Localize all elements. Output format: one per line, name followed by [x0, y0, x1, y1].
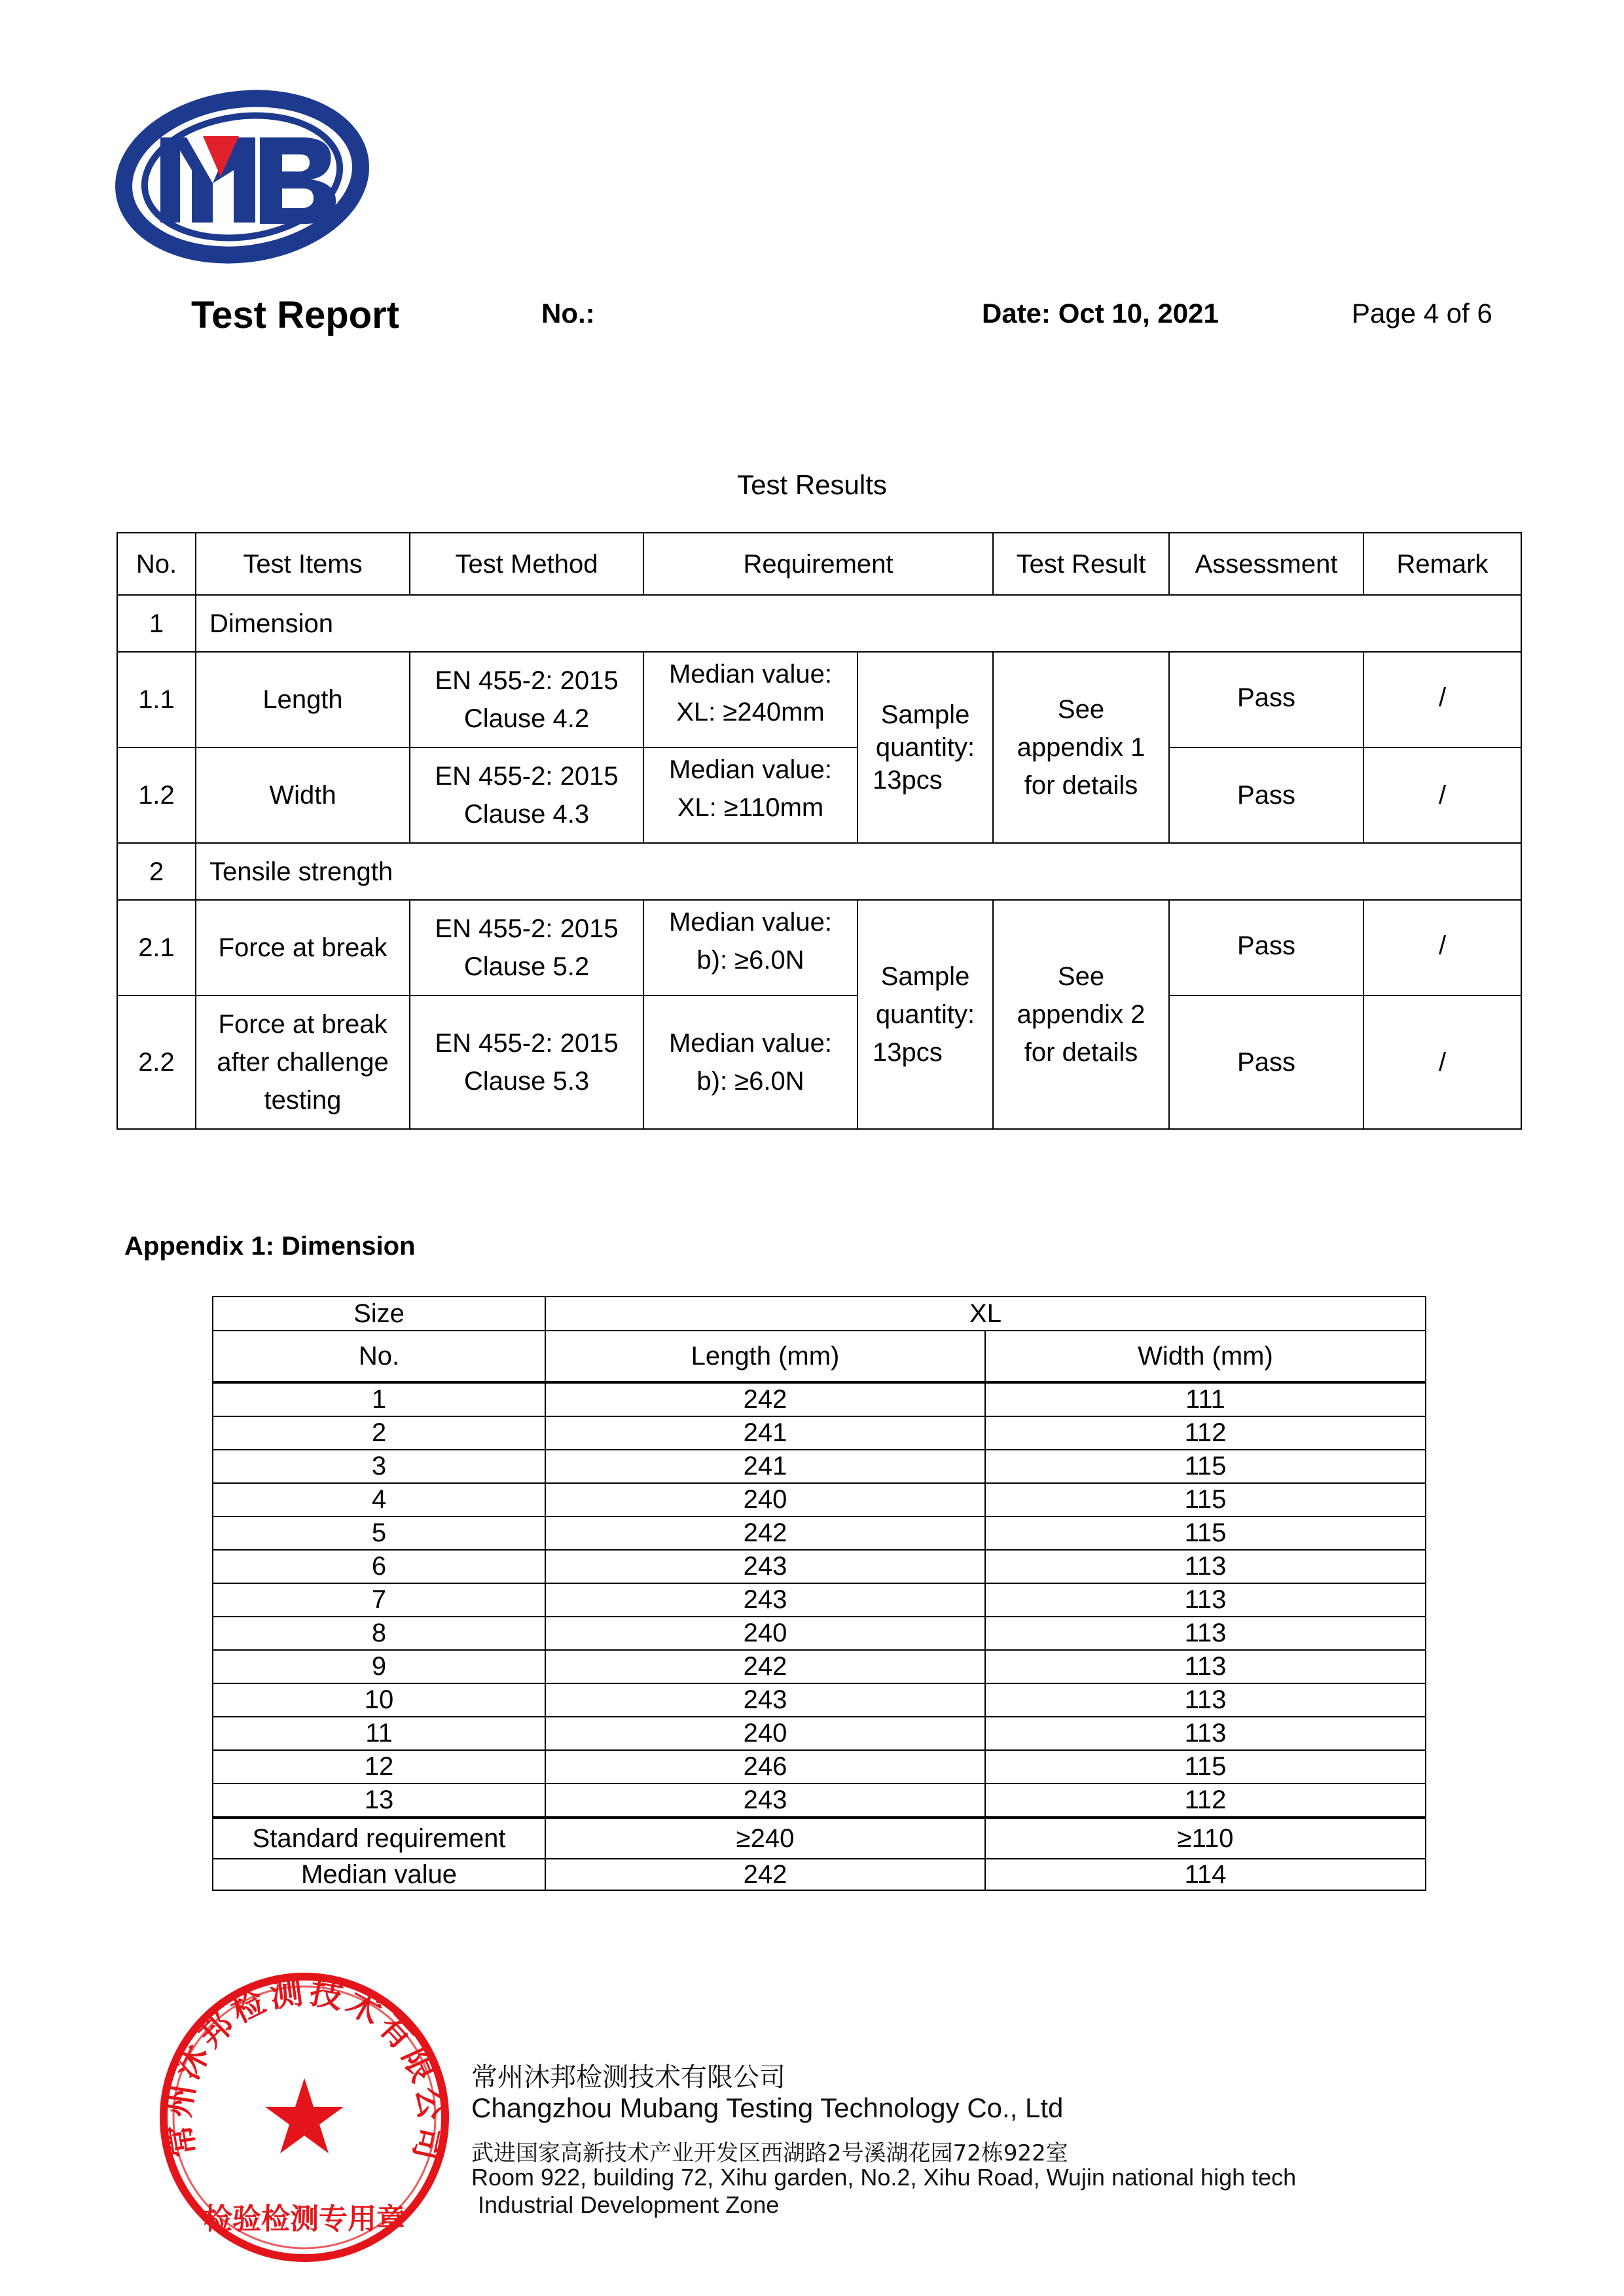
col-header-assessment: Assessment [1169, 533, 1363, 595]
company-name-cn: 常州沐邦检测技术有限公司 [471, 2062, 785, 2092]
row-requirement: Median value: XL: ≥110mm [643, 747, 857, 843]
section-label: Dimension [196, 595, 1521, 652]
cell-no: 13 [213, 1784, 545, 1818]
row-item: Width [196, 747, 410, 843]
cell-width: 115 [985, 1750, 1426, 1784]
row-method: EN 455-2: 2015 Clause 4.3 [410, 747, 643, 843]
address-en-line1: Room 922, building 72, Xihu garden, No.2, Xihu Road, Wujin national high tech [471, 2164, 1297, 2191]
table-row [213, 1550, 1426, 1583]
row-item: Length [196, 652, 410, 747]
table-row [213, 1382, 1426, 1416]
appendix-dimension-table [212, 1296, 1426, 1891]
row-no: 1.2 [117, 747, 196, 843]
cell-no: 3 [213, 1450, 545, 1483]
cell-no: 9 [213, 1650, 545, 1683]
row-no: 2.2 [117, 996, 196, 1129]
row-item: Force at break after challenge testing [196, 996, 410, 1129]
table-row [213, 1416, 1426, 1450]
cell-width: 113 [985, 1717, 1426, 1750]
col-header-width: Width (mm) [985, 1331, 1426, 1382]
company-logo [115, 85, 370, 268]
cell-length: 246 [545, 1750, 985, 1784]
address-en-line2: Industrial Development Zone [478, 2191, 780, 2218]
cell-width: 111 [985, 1382, 1426, 1416]
report-number-label: No.: [541, 298, 595, 329]
cell-no: 12 [213, 1750, 545, 1784]
cell-no: 2 [213, 1416, 545, 1450]
row-method: EN 455-2: 2015 Clause 4.2 [410, 652, 643, 747]
cell-no: 4 [213, 1483, 545, 1516]
table-row [213, 1784, 1426, 1818]
section-row [117, 843, 1521, 900]
col-header-requirement: Requirement [643, 533, 993, 595]
table-row [213, 1650, 1426, 1683]
cell-length: 240 [545, 1717, 985, 1750]
col-header-test-result: Test Result [993, 533, 1169, 595]
size-label: Size [213, 1297, 545, 1331]
section-label: Tensile strength [196, 843, 1521, 900]
size-row [213, 1297, 1426, 1331]
sample-quantity: Sample quantity: 13pcs [857, 900, 993, 1129]
cell-width: 115 [985, 1483, 1426, 1516]
median-width: 114 [985, 1859, 1426, 1890]
cell-length: 242 [545, 1650, 985, 1683]
row-assessment: Pass [1169, 900, 1363, 996]
col-header-no: No. [117, 533, 196, 595]
cell-length: 243 [545, 1583, 985, 1617]
company-name-en: Changzhou Mubang Testing Technology Co., Ltd [471, 2092, 1064, 2123]
appendix-header-row [213, 1331, 1426, 1382]
row-requirement: Median value: b): ≥6.0N [643, 900, 857, 996]
row-no: 2.1 [117, 900, 196, 996]
row-requirement: Median value: XL: ≥240mm [643, 652, 857, 747]
sample-quantity: Sample quantity: 13pcs [857, 652, 993, 843]
cell-length: 240 [545, 1617, 985, 1650]
median-length: 242 [545, 1859, 985, 1890]
svg-text:检验检测专用章: 检验检测专用章 [204, 2202, 405, 2236]
standard-width: ≥110 [985, 1818, 1426, 1859]
table-row [117, 900, 1521, 996]
cell-length: 241 [545, 1450, 985, 1483]
cell-width: 112 [985, 1416, 1426, 1450]
table-row [213, 1450, 1426, 1483]
cell-no: 11 [213, 1717, 545, 1750]
row-assessment: Pass [1169, 747, 1363, 843]
cell-no: 1 [213, 1382, 545, 1416]
cell-length: 243 [545, 1683, 985, 1717]
col-header-test-method: Test Method [410, 533, 643, 595]
size-value: XL [545, 1297, 1426, 1331]
median-row [213, 1859, 1426, 1890]
report-date: Date: Oct 10, 2021 [982, 298, 1219, 329]
standard-label: Standard requirement [213, 1818, 545, 1859]
test-results-table [117, 532, 1522, 1130]
row-remark: / [1363, 652, 1521, 747]
row-assessment: Pass [1169, 652, 1363, 747]
test-result-ref: See appendix 2 for details [993, 900, 1169, 1129]
cell-width: 115 [985, 1450, 1426, 1483]
table-row [213, 1750, 1426, 1784]
cell-no: 10 [213, 1683, 545, 1717]
standard-length: ≥240 [545, 1818, 985, 1859]
cell-length: 240 [545, 1483, 985, 1516]
standard-row [213, 1818, 1426, 1859]
row-remark: / [1363, 900, 1521, 996]
cell-length: 243 [545, 1784, 985, 1818]
cell-length: 243 [545, 1550, 985, 1583]
table-row [213, 1717, 1426, 1750]
table-header-row [117, 533, 1521, 595]
cell-length: 241 [545, 1416, 985, 1450]
cell-width: 113 [985, 1550, 1426, 1583]
row-item: Force at break [196, 900, 410, 996]
cell-no: 7 [213, 1583, 545, 1617]
table-row [117, 996, 1521, 1129]
col-header-no: No. [213, 1331, 545, 1382]
table-row [213, 1583, 1426, 1617]
table-row [117, 747, 1521, 843]
col-header-test-items: Test Items [196, 533, 410, 595]
cell-width: 113 [985, 1617, 1426, 1650]
row-no: 1.1 [117, 652, 196, 747]
cell-no: 6 [213, 1550, 545, 1583]
test-result-ref: See appendix 1 for details [993, 652, 1169, 843]
company-seal [154, 1967, 455, 2268]
table-row [213, 1483, 1426, 1516]
median-label: Median value [213, 1859, 545, 1890]
cell-length: 242 [545, 1382, 985, 1416]
table-row [213, 1683, 1426, 1717]
row-remark: / [1363, 747, 1521, 843]
cell-no: 5 [213, 1516, 545, 1550]
table-row [213, 1516, 1426, 1550]
appendix-title: Appendix 1: Dimension [124, 1232, 416, 1261]
cell-width: 115 [985, 1516, 1426, 1550]
cell-no: 8 [213, 1617, 545, 1650]
section-no: 2 [117, 843, 196, 900]
cell-length: 242 [545, 1516, 985, 1550]
section-no: 1 [117, 595, 196, 652]
row-method: EN 455-2: 2015 Clause 5.3 [410, 996, 643, 1129]
section-row [117, 595, 1521, 652]
col-header-remark: Remark [1363, 533, 1521, 595]
address-cn: 武进国家高新技术产业开发区西湖路2号溪湖花园72栋922室 [471, 2140, 1068, 2166]
page-number: Page 4 of 6 [1352, 298, 1492, 329]
table-row [117, 652, 1521, 747]
cell-width: 112 [985, 1784, 1426, 1818]
svg-text:常州沐邦检测技术有限公司: 常州沐邦检测技术有限公司 [159, 1972, 451, 2168]
row-requirement: Median value: b): ≥6.0N [643, 996, 857, 1129]
col-header-length: Length (mm) [545, 1331, 985, 1382]
row-assessment: Pass [1169, 996, 1363, 1129]
row-remark: / [1363, 996, 1521, 1129]
cell-width: 113 [985, 1650, 1426, 1683]
cell-width: 113 [985, 1683, 1426, 1717]
results-title: Test Results [737, 469, 887, 500]
report-title: Test Report [191, 294, 399, 336]
appendix-body [213, 1382, 1426, 1818]
cell-width: 113 [985, 1583, 1426, 1617]
table-row [213, 1617, 1426, 1650]
row-method: EN 455-2: 2015 Clause 5.2 [410, 900, 643, 996]
